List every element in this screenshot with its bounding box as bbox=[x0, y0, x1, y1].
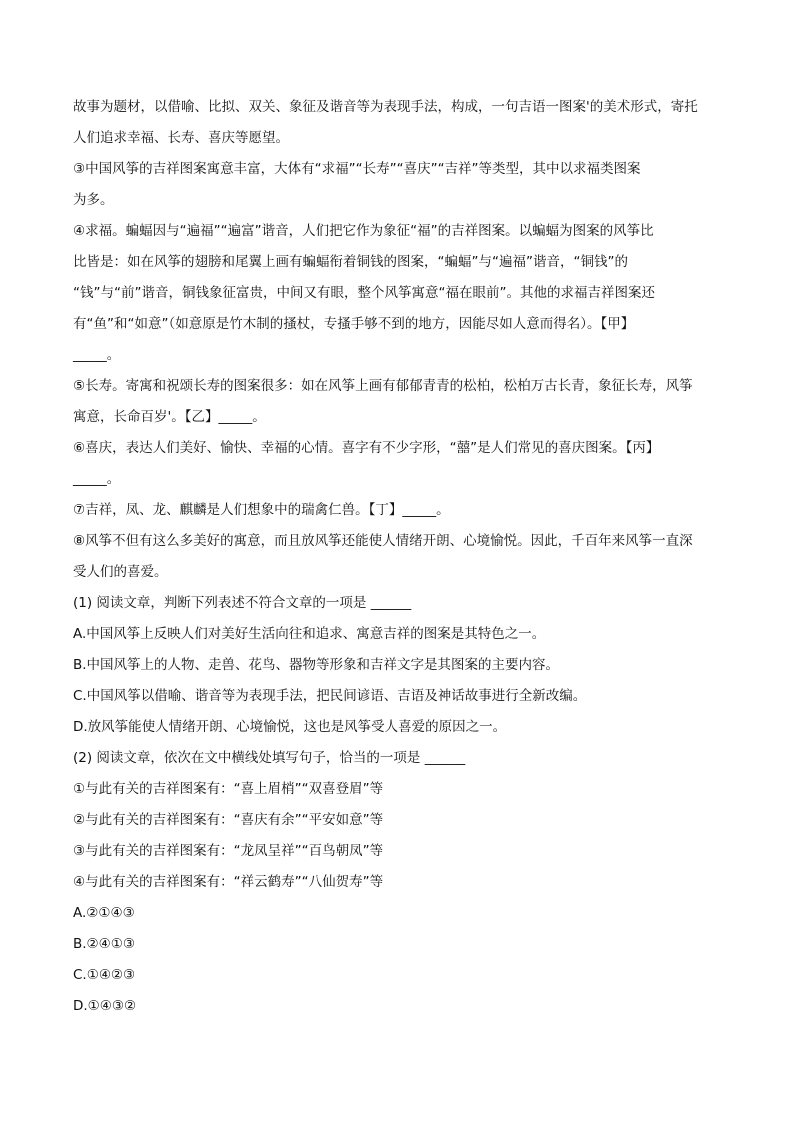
document-page bbox=[73, 98, 723, 1016]
q1-option-c: C.中国风筝以借喻、谐音等为表现手法，把民间谚语、吉语及神话故事进行全新改编。 bbox=[73, 688, 587, 704]
q2-option-b: B.②④①③ bbox=[73, 936, 135, 952]
blank-bing: _____。 bbox=[73, 471, 121, 487]
q1-option-a: A.中国风筝上反映人们对美好生活向往和追求、寓意吉祥的图案是其特色之一。 bbox=[73, 626, 546, 642]
paragraph-6-line: ⑥喜庆，表达人们美好、愉快、幸福的心情。喜字有不少字形，“囍”是人们常见的喜庆图案。【丙】 bbox=[73, 440, 660, 456]
q2-sentence-2: ②与此有关的吉祥图案有：“喜庆有余”“平安如意”等 bbox=[73, 812, 384, 828]
paragraph-3-line: 为多。 bbox=[73, 192, 114, 208]
q2-option-d: D.①④③② bbox=[73, 998, 137, 1014]
passage-line: 人们追求幸福、长寿、喜庆等愿望。 bbox=[73, 130, 289, 146]
q2-sentence-4: ④与此有关的吉祥图案有：“祥云鹤寿”“八仙贺寿”等 bbox=[73, 874, 384, 890]
q2-option-c: C.①④②③ bbox=[73, 967, 136, 983]
paragraph-8-line: ⑧风筝不但有这么多美好的寓意，而且放风筝还能使人情绪开朗、心境愉悦。因此，千百年来风筝一直深 bbox=[73, 533, 693, 549]
paragraph-8-line: 受人们的喜爱。 bbox=[73, 564, 168, 580]
paragraph-5-line: 寓意，长命百岁'。【乙】_____。 bbox=[73, 409, 266, 425]
q1-option-d: D.放风筝能使人情绪开朗、心境愉悦，这也是风筝受人喜爱的原因之一。 bbox=[73, 719, 507, 735]
paragraph-3-line: ③中国风筝的吉祥图案寓意丰富，大体有“求福”“长寿”“喜庆”“吉祥”等类型，其中以求福类图案 bbox=[73, 161, 641, 177]
q2-sentence-3: ③与此有关的吉祥图案有：“龙凤呈祥”“百鸟朝凤”等 bbox=[73, 843, 384, 859]
q2-sentence-1: ①与此有关的吉祥图案有：“喜上眉梢”“双喜登眉”等 bbox=[73, 781, 384, 797]
paragraph-5-line: ⑤长寿。寄寓和祝颂长寿的图案很多：如在风筝上画有郁郁青青的松柏，松柏万古长青，象征长寿，风筝 bbox=[73, 378, 693, 394]
paragraph-7-line: ⑦吉祥，凤、龙、麒麟是人们想象中的瑞禽仁兽。【丁】_____。 bbox=[73, 502, 450, 518]
paragraph-4-line: ④求福。蝙蝠因与“遍福”“遍富”谐音，人们把它作为象征“福”的吉祥图案。以蝙蝠为图案的风筝比 bbox=[73, 223, 654, 239]
passage-line: 故事为题材，以借喻、比拟、双关、象征及谐音等为表现手法，构成，一句吉语一图案'的美术形式，寄托 bbox=[73, 99, 698, 115]
blank-jia: _____。 bbox=[73, 347, 121, 363]
question-1: (1) 阅读文章，判断下列表述不符合文章的一项是 ______ bbox=[73, 595, 412, 611]
paragraph-4-line: 比皆是：如在风筝的翅膀和尾翼上画有蝙蝠衔着铜钱的图案，“蝙蝠”与“遍福”谐音，“铜钱”的 bbox=[73, 254, 628, 270]
q1-option-b: B.中国风筝上的人物、走兽、花鸟、器物等形象和吉祥文字是其图案的主要内容。 bbox=[73, 657, 560, 673]
paragraph-4-line: 有“鱼”和“如意”（如意原是竹木制的搔杖，专搔手够不到的地方，因能尽如人意而得名）。【甲】 bbox=[73, 316, 635, 332]
paragraph-4-line: “钱”与“前”谐音，铜钱象征富贵，中间又有眼，整个风筝寓意“福在眼前”。其他的求福吉祥图案还 bbox=[73, 285, 655, 301]
question-2: (2) 阅读文章，依次在文中横线处填写句子，恰当的一项是 ______ bbox=[73, 750, 466, 766]
q2-option-a: A.②①④③ bbox=[73, 905, 135, 921]
